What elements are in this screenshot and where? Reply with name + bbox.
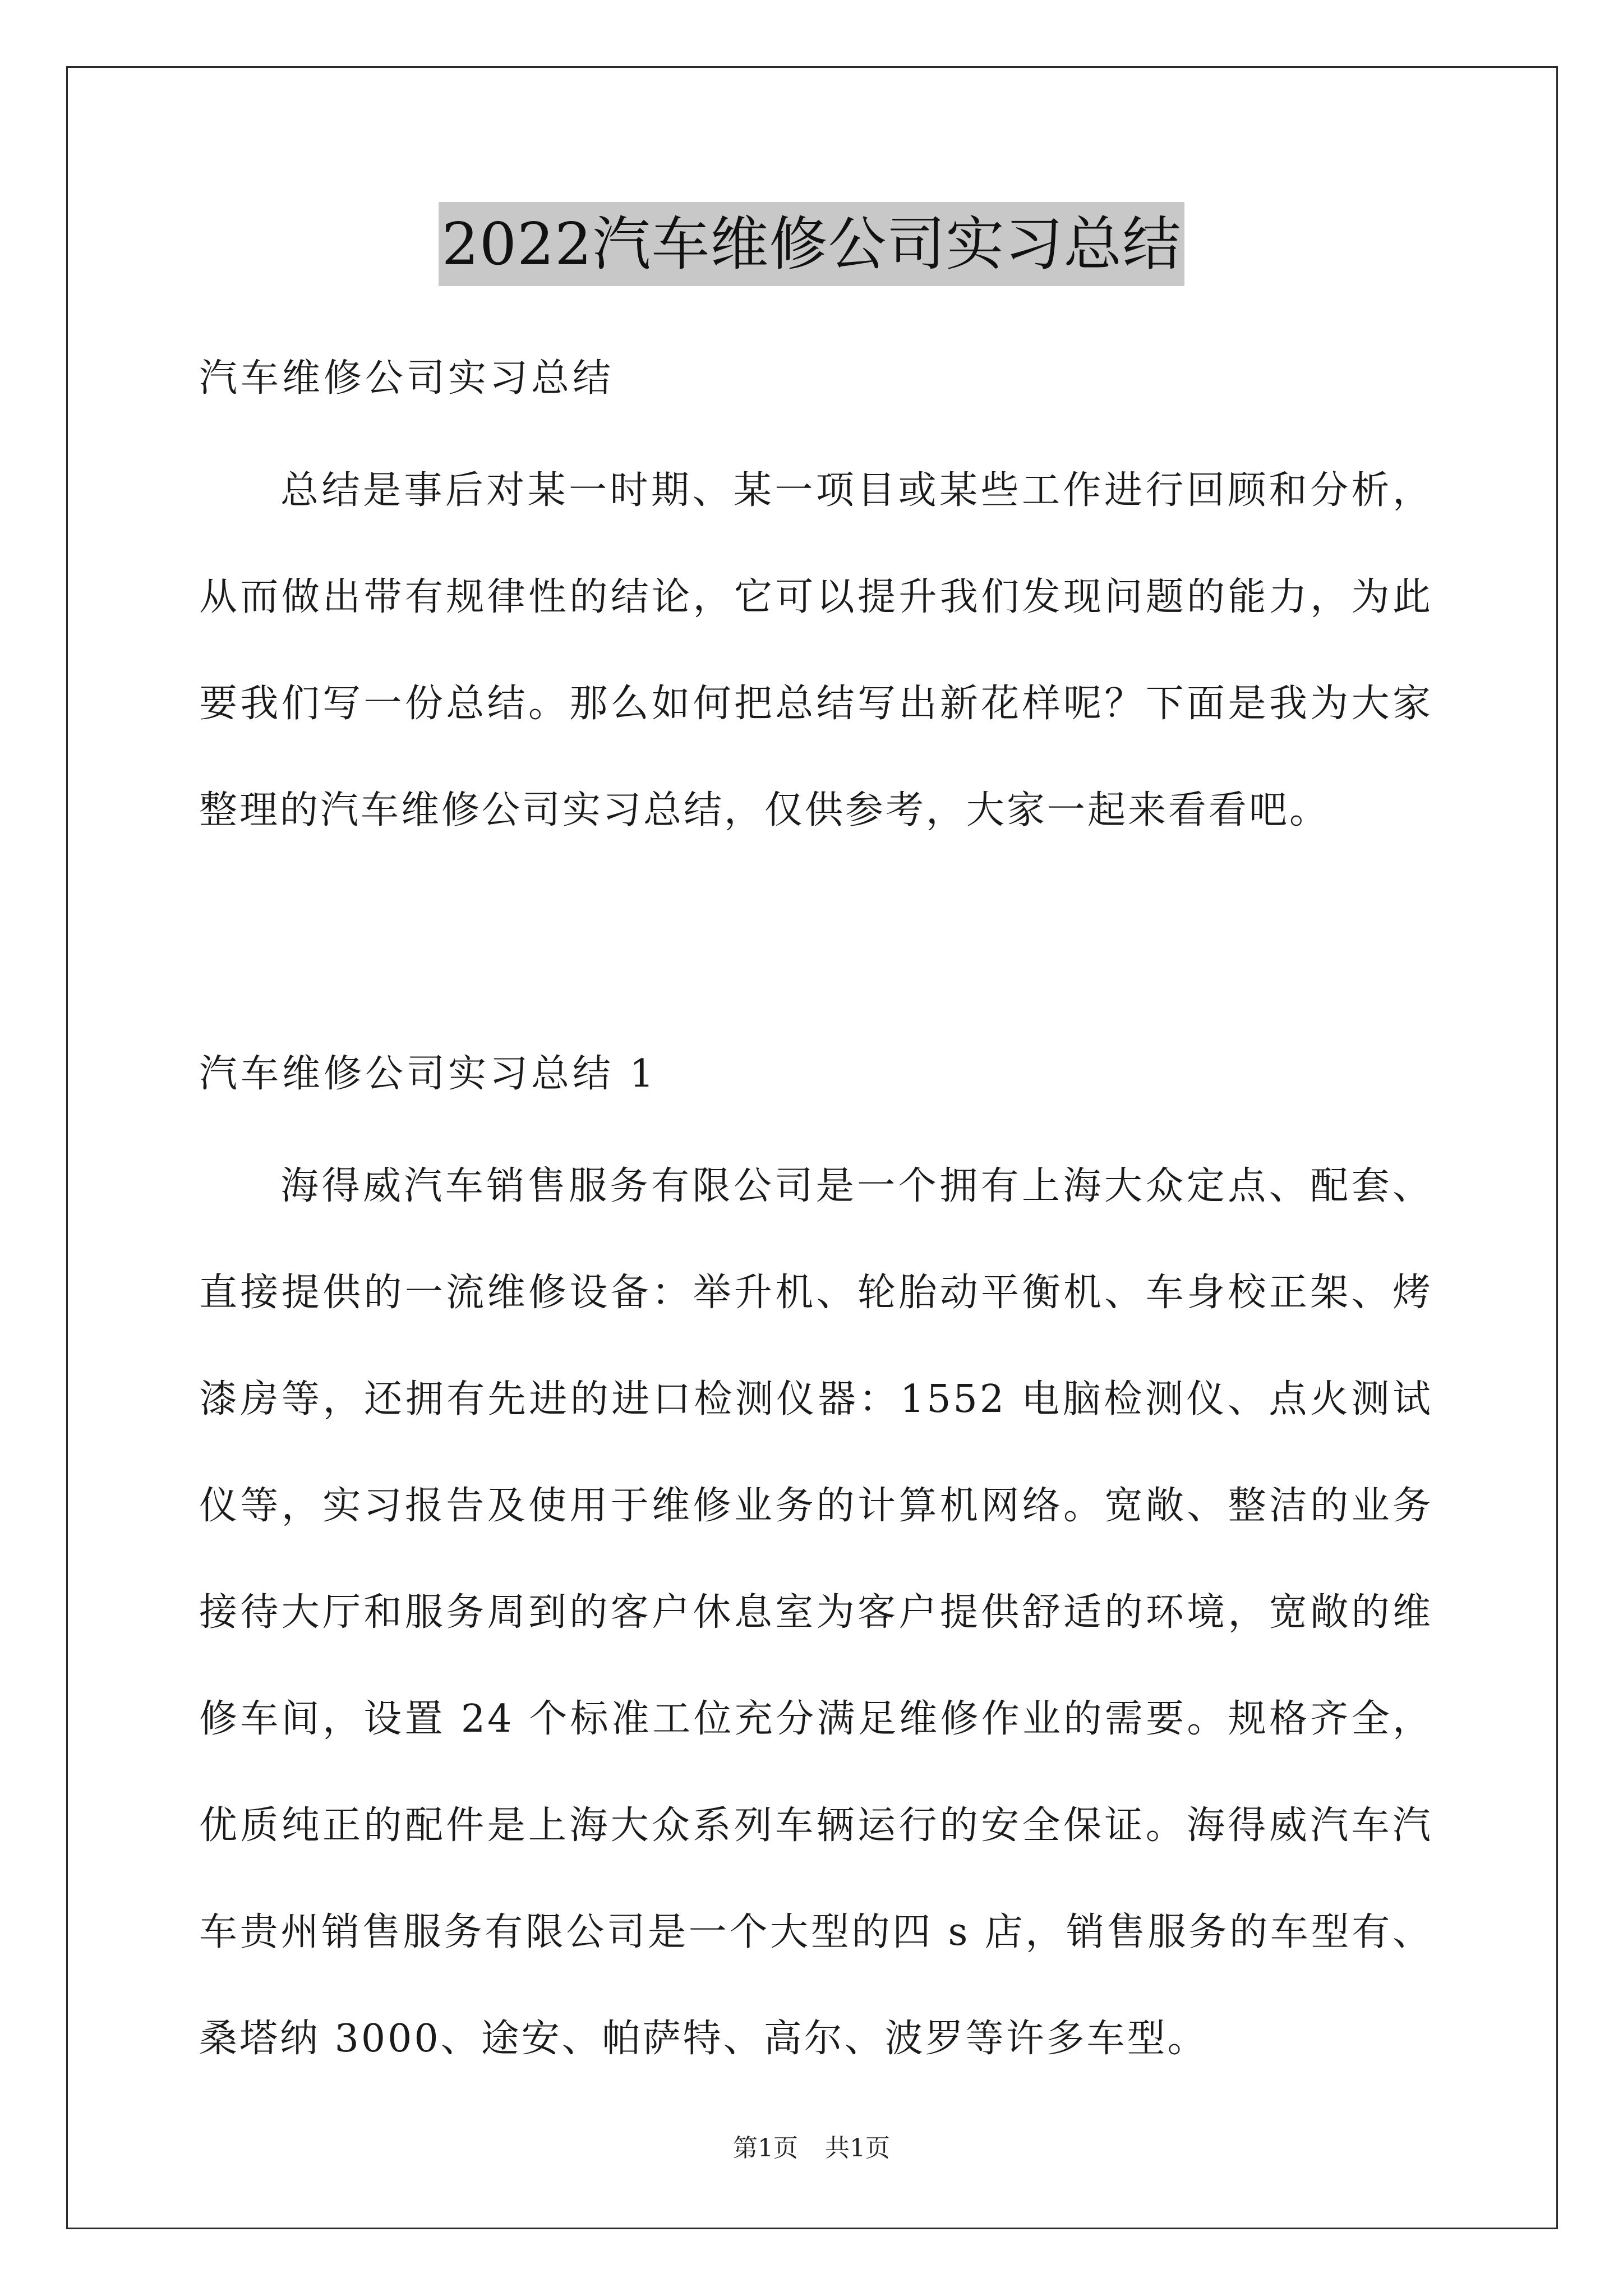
section-spacer xyxy=(199,864,1433,1032)
page-total: 共1页 xyxy=(825,2134,890,2162)
spacer xyxy=(199,1116,1433,1133)
title-container xyxy=(0,202,1623,286)
intro-heading: 汽车维修公司实习总结 xyxy=(199,356,615,401)
document-body xyxy=(199,337,1433,2092)
section1-paragraph: 海得威汽车销售服务有限公司是一个拥有上海大众定点、配套、直接提供的一流维修设备：举升机、轮胎动平衡机、车身校正架、烤漆房等，还拥有先进的进口检测仪器：1552 电脑检测仪、点火测试仪等，实习报告及使用于维修业务的计算机网络。宽敞、整洁的业务接待大厅和服务周到的客户休息室为客户提供舒适的环境，宽敞的维修车间，设置 24 个标准工位充分满足维修作业的需要。规格齐全，优质纯正的配件是上海大众系列车辆运行的安全保证。海得威汽车汽车贵州销售服务有限公司是一个大型的四 s 店，销售服务的车型有、桑塔纳 3000、途安、帕萨特、高尔、波罗等许多车型。 xyxy=(199,1164,1433,2061)
spacer xyxy=(199,421,1433,438)
page-number: 第1页 xyxy=(733,2134,798,2162)
document-title: 2022汽车维修公司实习总结 xyxy=(439,202,1185,286)
section1-heading: 汽车维修公司实习总结 1 xyxy=(199,1052,657,1096)
intro-paragraph: 总结是事后对某一时期、某一项目或某些工作进行回顾和分析，从而做出带有规律性的结论，它可以提升我们发现问题的能力，为此要我们写一份总结。那么如何把总结写出新花样呢？下面是我为大家整理的汽车维修公司实习总结，仅供参考，大家一起来看看吧。 xyxy=(199,468,1433,832)
page-footer xyxy=(0,2132,1623,2165)
